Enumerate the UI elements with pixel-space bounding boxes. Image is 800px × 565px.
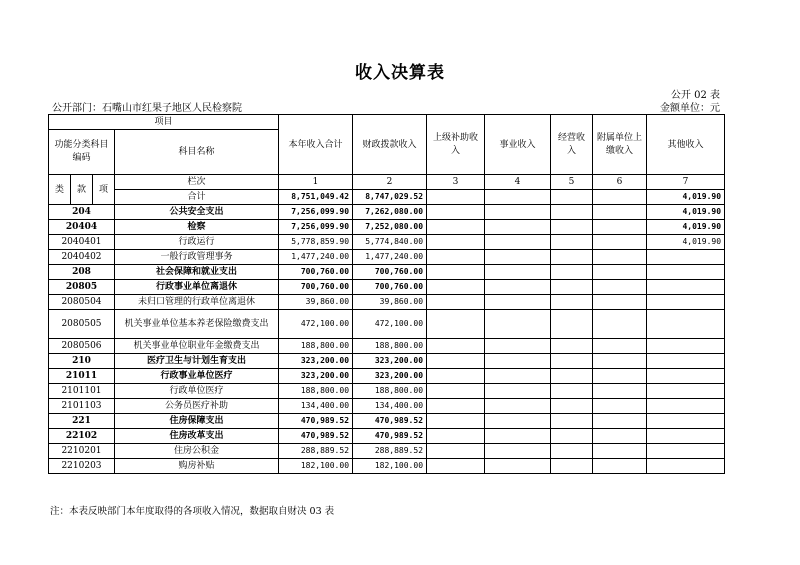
row-subject-name: 一般行政管理事务 xyxy=(115,250,279,265)
row-total-income: 188,800.00 xyxy=(279,339,353,354)
row-total-income: 470,989.52 xyxy=(279,429,353,444)
row-fiscal-income: 188,800.00 xyxy=(353,339,427,354)
row-fiscal-income: 470,989.52 xyxy=(353,414,427,429)
row-subject-name: 行政事业单位医疗 xyxy=(115,369,279,384)
row-upper-subsidy xyxy=(427,369,485,384)
row-fiscal-income: 470,989.52 xyxy=(353,429,427,444)
header-item: 项目 xyxy=(49,115,279,130)
row-business xyxy=(485,384,551,399)
column-label: 栏次 xyxy=(115,175,279,190)
row-business xyxy=(485,414,551,429)
row-business xyxy=(485,205,551,220)
col-num-7: 7 xyxy=(647,175,725,190)
row-operating xyxy=(551,235,593,250)
header-kuan: 款 xyxy=(71,175,93,205)
header-xiang: 项 xyxy=(93,175,115,205)
row-code: 204 xyxy=(49,205,115,220)
col-num-5: 5 xyxy=(551,175,593,190)
row-affiliated xyxy=(593,235,647,250)
total-income-value: 8,751,049.42 xyxy=(279,190,353,205)
row-operating xyxy=(551,369,593,384)
row-other-income xyxy=(647,354,725,369)
col-num-3: 3 xyxy=(427,175,485,190)
row-upper-subsidy xyxy=(427,280,485,295)
row-other-income xyxy=(647,444,725,459)
row-affiliated xyxy=(593,384,647,399)
row-affiliated xyxy=(593,429,647,444)
header-lei: 类 xyxy=(49,175,71,205)
footnote: 注：本表反映部门本年度取得的各项收入情况，数据取自财决 03 表 xyxy=(50,506,335,517)
row-business xyxy=(485,310,551,339)
income-table xyxy=(48,114,725,474)
row-upper-subsidy xyxy=(427,414,485,429)
row-subject-name: 行政事业单位离退休 xyxy=(115,280,279,295)
col-num-4: 4 xyxy=(485,175,551,190)
total-operating xyxy=(551,190,593,205)
row-fiscal-income: 182,100.00 xyxy=(353,459,427,474)
header-other: 其他收入 xyxy=(647,115,725,175)
table-row xyxy=(49,280,725,295)
row-total-income: 5,778,859.90 xyxy=(279,235,353,250)
table-row xyxy=(49,459,725,474)
row-total-income: 188,800.00 xyxy=(279,384,353,399)
row-subject-name: 未归口管理的行政单位离退休 xyxy=(115,295,279,310)
row-affiliated xyxy=(593,459,647,474)
row-fiscal-income: 472,100.00 xyxy=(353,310,427,339)
row-upper-subsidy xyxy=(427,235,485,250)
row-business xyxy=(485,235,551,250)
row-total-income: 700,760.00 xyxy=(279,265,353,280)
total-business xyxy=(485,190,551,205)
table-row xyxy=(49,384,725,399)
row-other-income xyxy=(647,265,725,280)
row-code: 21011 xyxy=(49,369,115,384)
row-affiliated xyxy=(593,295,647,310)
header-total-income: 本年收入合计 xyxy=(279,115,353,175)
row-business xyxy=(485,280,551,295)
row-business xyxy=(485,369,551,384)
row-business xyxy=(485,444,551,459)
row-operating xyxy=(551,220,593,235)
row-business xyxy=(485,354,551,369)
row-code: 2080505 xyxy=(49,310,115,339)
row-affiliated xyxy=(593,205,647,220)
table-row xyxy=(49,444,725,459)
row-affiliated xyxy=(593,220,647,235)
header-affiliated: 附属单位上缴收入 xyxy=(593,115,647,175)
row-upper-subsidy xyxy=(427,429,485,444)
total-upper-subsidy xyxy=(427,190,485,205)
department-label: 公开部门：石嘴山市红果子地区人民检察院 xyxy=(52,103,242,114)
row-other-income xyxy=(647,250,725,265)
row-code: 2040401 xyxy=(49,235,115,250)
row-fiscal-income: 39,860.00 xyxy=(353,295,427,310)
row-operating xyxy=(551,399,593,414)
row-fiscal-income: 288,889.52 xyxy=(353,444,427,459)
row-other-income xyxy=(647,384,725,399)
row-operating xyxy=(551,429,593,444)
row-affiliated xyxy=(593,354,647,369)
row-other-income xyxy=(647,414,725,429)
row-code: 2101103 xyxy=(49,399,115,414)
row-affiliated xyxy=(593,444,647,459)
row-subject-name: 行政单位医疗 xyxy=(115,384,279,399)
row-affiliated xyxy=(593,369,647,384)
row-other-income xyxy=(647,295,725,310)
row-code: 22102 xyxy=(49,429,115,444)
total-other-value: 4,019.90 xyxy=(647,190,725,205)
table-row xyxy=(49,399,725,414)
row-total-income: 7,256,099.90 xyxy=(279,205,353,220)
table-row xyxy=(49,250,725,265)
row-affiliated xyxy=(593,414,647,429)
row-operating xyxy=(551,339,593,354)
table-row xyxy=(49,414,725,429)
row-other-income: 4,019.90 xyxy=(647,235,725,250)
table-row xyxy=(49,295,725,310)
row-operating xyxy=(551,354,593,369)
row-total-income: 39,860.00 xyxy=(279,295,353,310)
row-upper-subsidy xyxy=(427,459,485,474)
row-subject-name: 住房改革支出 xyxy=(115,429,279,444)
row-operating xyxy=(551,295,593,310)
row-operating xyxy=(551,205,593,220)
row-code: 2080506 xyxy=(49,339,115,354)
table-row xyxy=(49,220,725,235)
row-code: 20404 xyxy=(49,220,115,235)
row-subject-name: 住房公积金 xyxy=(115,444,279,459)
row-other-income: 4,019.90 xyxy=(647,220,725,235)
table-row xyxy=(49,235,725,250)
row-total-income: 323,200.00 xyxy=(279,369,353,384)
row-total-income: 182,100.00 xyxy=(279,459,353,474)
row-business xyxy=(485,295,551,310)
row-upper-subsidy xyxy=(427,220,485,235)
row-upper-subsidy xyxy=(427,399,485,414)
row-subject-name: 公务员医疗补助 xyxy=(115,399,279,414)
row-code: 2040402 xyxy=(49,250,115,265)
row-fiscal-income: 7,252,080.00 xyxy=(353,220,427,235)
table-row xyxy=(49,310,725,339)
form-number: 公开 02 表 xyxy=(670,90,720,101)
row-operating xyxy=(551,444,593,459)
row-affiliated xyxy=(593,399,647,414)
row-other-income xyxy=(647,339,725,354)
row-subject-name: 机关事业单位基本养老保险缴费支出 xyxy=(115,310,279,339)
table-row xyxy=(49,265,725,280)
row-code: 20805 xyxy=(49,280,115,295)
row-upper-subsidy xyxy=(427,339,485,354)
row-affiliated xyxy=(593,250,647,265)
row-code: 221 xyxy=(49,414,115,429)
row-fiscal-income: 134,400.00 xyxy=(353,399,427,414)
row-subject-name: 检察 xyxy=(115,220,279,235)
header-subject-name: 科目名称 xyxy=(115,130,279,175)
row-subject-name: 医疗卫生与计划生育支出 xyxy=(115,354,279,369)
table-row xyxy=(49,339,725,354)
page-title: 收入决算表 xyxy=(355,63,445,83)
table-row xyxy=(49,354,725,369)
row-other-income xyxy=(647,459,725,474)
row-total-income: 7,256,099.90 xyxy=(279,220,353,235)
row-total-income: 472,100.00 xyxy=(279,310,353,339)
row-fiscal-income: 700,760.00 xyxy=(353,265,427,280)
row-fiscal-income: 1,477,240.00 xyxy=(353,250,427,265)
row-business xyxy=(485,250,551,265)
row-code: 2080504 xyxy=(49,295,115,310)
row-upper-subsidy xyxy=(427,384,485,399)
row-upper-subsidy xyxy=(427,310,485,339)
row-code: 2210203 xyxy=(49,459,115,474)
row-other-income xyxy=(647,280,725,295)
header-business: 事业收入 xyxy=(485,115,551,175)
row-affiliated xyxy=(593,339,647,354)
total-affiliated xyxy=(593,190,647,205)
col-num-6: 6 xyxy=(593,175,647,190)
header-func-code: 功能分类科目编码 xyxy=(49,130,115,175)
row-upper-subsidy xyxy=(427,354,485,369)
row-fiscal-income: 323,200.00 xyxy=(353,354,427,369)
amount-unit-label: 金额单位：元 xyxy=(660,103,720,114)
row-operating xyxy=(551,310,593,339)
row-fiscal-income: 7,262,080.00 xyxy=(353,205,427,220)
row-code: 2101101 xyxy=(49,384,115,399)
row-business xyxy=(485,339,551,354)
row-business xyxy=(485,265,551,280)
row-upper-subsidy xyxy=(427,250,485,265)
total-label: 合计 xyxy=(115,190,279,205)
row-total-income: 700,760.00 xyxy=(279,280,353,295)
row-operating xyxy=(551,414,593,429)
row-total-income: 288,889.52 xyxy=(279,444,353,459)
col-num-1: 1 xyxy=(279,175,353,190)
row-business xyxy=(485,459,551,474)
table-row xyxy=(49,429,725,444)
total-fiscal-value: 8,747,029.52 xyxy=(353,190,427,205)
row-upper-subsidy xyxy=(427,205,485,220)
row-total-income: 470,989.52 xyxy=(279,414,353,429)
row-fiscal-income: 188,800.00 xyxy=(353,384,427,399)
table-row xyxy=(49,369,725,384)
row-other-income: 4,019.90 xyxy=(647,205,725,220)
row-operating xyxy=(551,384,593,399)
row-total-income: 1,477,240.00 xyxy=(279,250,353,265)
row-affiliated xyxy=(593,310,647,339)
row-business xyxy=(485,220,551,235)
row-code: 210 xyxy=(49,354,115,369)
header-upper-subsidy: 上级补助收入 xyxy=(427,115,485,175)
row-other-income xyxy=(647,399,725,414)
row-code: 2210201 xyxy=(49,444,115,459)
row-subject-name: 购房补贴 xyxy=(115,459,279,474)
row-subject-name: 社会保障和就业支出 xyxy=(115,265,279,280)
row-operating xyxy=(551,280,593,295)
row-subject-name: 机关事业单位职业年金缴费支出 xyxy=(115,339,279,354)
table-row xyxy=(49,205,725,220)
row-subject-name: 行政运行 xyxy=(115,235,279,250)
row-upper-subsidy xyxy=(427,295,485,310)
header-operating: 经营收入 xyxy=(551,115,593,175)
row-upper-subsidy xyxy=(427,444,485,459)
row-fiscal-income: 323,200.00 xyxy=(353,369,427,384)
header-fiscal: 财政拨款收入 xyxy=(353,115,427,175)
row-subject-name: 公共安全支出 xyxy=(115,205,279,220)
row-other-income xyxy=(647,429,725,444)
row-business xyxy=(485,399,551,414)
row-operating xyxy=(551,459,593,474)
row-affiliated xyxy=(593,265,647,280)
row-code: 208 xyxy=(49,265,115,280)
col-num-2: 2 xyxy=(353,175,427,190)
row-total-income: 323,200.00 xyxy=(279,354,353,369)
row-subject-name: 住房保障支出 xyxy=(115,414,279,429)
row-other-income xyxy=(647,369,725,384)
row-other-income xyxy=(647,310,725,339)
row-business xyxy=(485,429,551,444)
row-fiscal-income: 700,760.00 xyxy=(353,280,427,295)
row-operating xyxy=(551,265,593,280)
row-fiscal-income: 5,774,840.00 xyxy=(353,235,427,250)
row-operating xyxy=(551,250,593,265)
row-upper-subsidy xyxy=(427,265,485,280)
row-total-income: 134,400.00 xyxy=(279,399,353,414)
row-affiliated xyxy=(593,280,647,295)
